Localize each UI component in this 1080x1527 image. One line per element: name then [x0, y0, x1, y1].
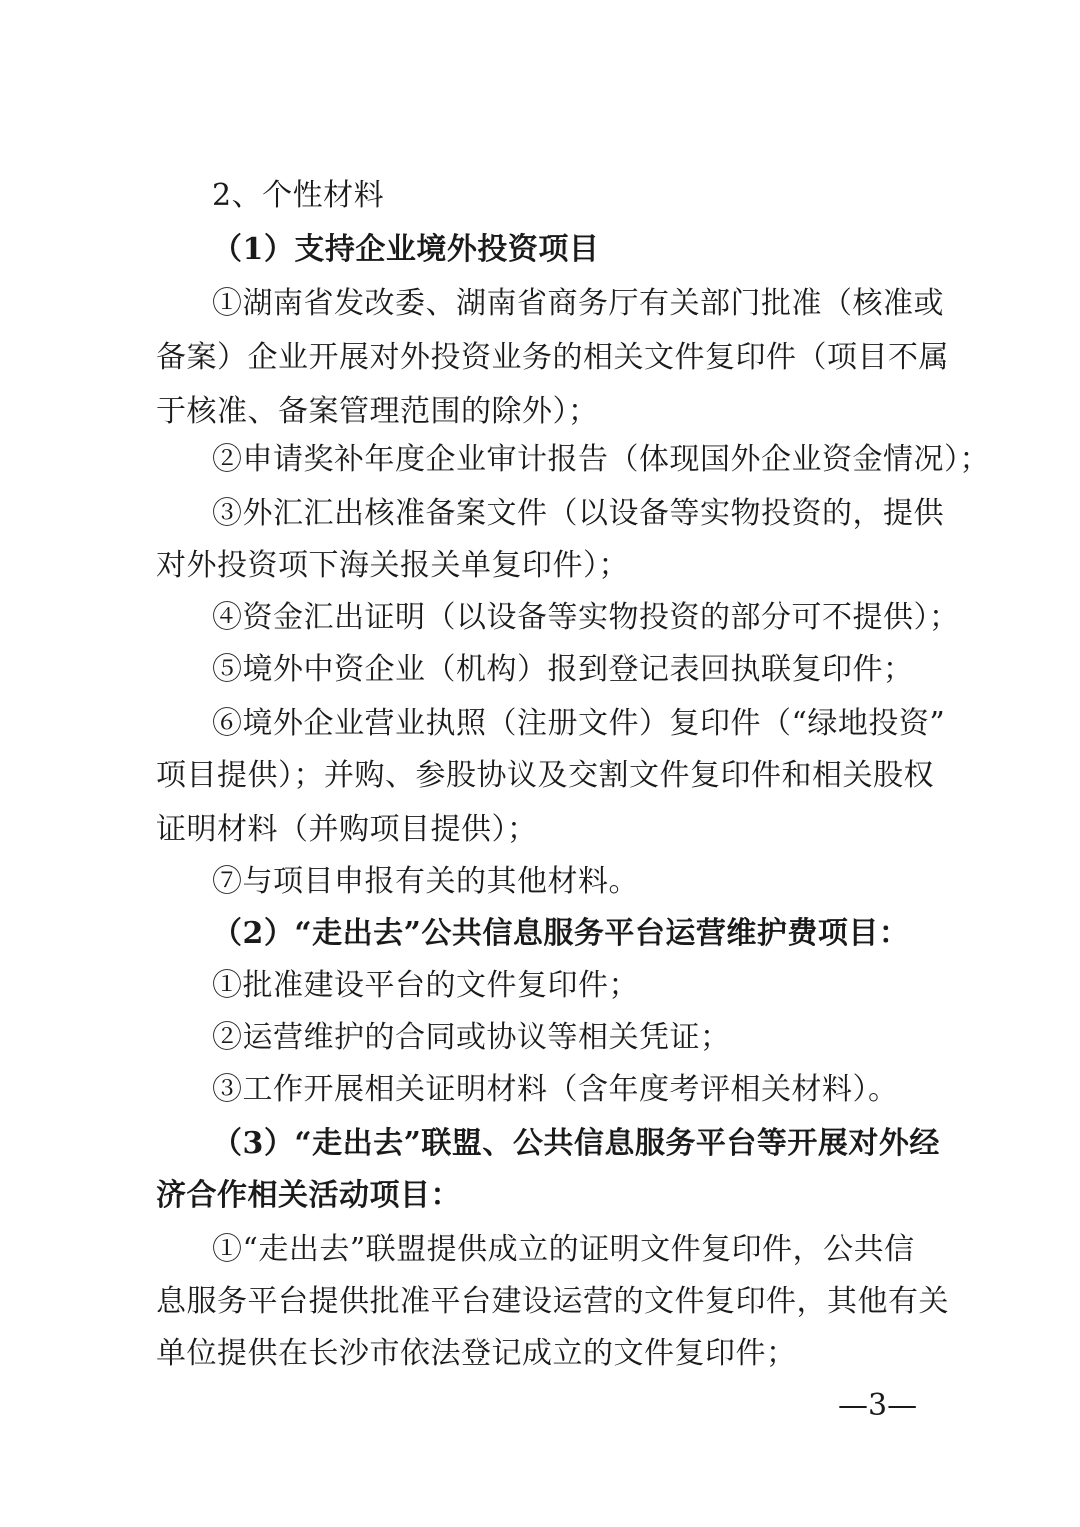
paragraph-line: ⑥境外企业营业执照（注册文件）复印件（“绿地投资”: [212, 706, 946, 741]
subsection-heading-2: （2）“走出去”公共信息服务平台运营维护费项目：: [212, 916, 910, 951]
paragraph-line: ③外汇汇出核准备案文件（以设备等实物投资的，提供: [212, 496, 944, 531]
section-heading: 2、个性材料: [212, 178, 385, 213]
paragraph-line: ①批准建设平台的文件复印件；: [212, 968, 639, 1003]
paragraph-line: ②申请奖补年度企业审计报告（体现国外企业资金情况）；: [212, 442, 990, 477]
paragraph-line: 证明材料（并购项目提供）；: [156, 812, 538, 847]
paragraph-line: ④资金汇出证明（以设备等实物投资的部分可不提供）；: [212, 600, 960, 635]
paragraph-line: 于核准、备案管理范围的除外）；: [156, 394, 599, 429]
paragraph-line: 单位提供在长沙市依法登记成立的文件复印件；: [156, 1336, 797, 1371]
paragraph-line: ①湖南省发改委、湖南省商务厅有关部门批准（核准或: [212, 286, 944, 321]
paragraph-line: 息服务平台提供批准平台建设运营的文件复印件，其他有关: [156, 1284, 949, 1319]
paragraph-line: 项目提供）；并购、参股协议及交割文件复印件和相关股权: [156, 758, 934, 793]
paragraph-line: ⑤境外中资企业（机构）报到登记表回执联复印件；: [212, 652, 914, 687]
paragraph-line: ②运营维护的合同或协议等相关凭证；: [212, 1020, 731, 1055]
paragraph-line: 对外投资项下海关报关单复印件）；: [156, 548, 629, 583]
subsection-heading-1: （1）支持企业境外投资项目: [212, 232, 600, 267]
subsection-heading-3-cont: 济合作相关活动项目：: [156, 1178, 461, 1213]
paragraph-line: ①“走出去”联盟提供成立的证明文件复印件，公共信: [212, 1232, 915, 1267]
subsection-heading-3: （3）“走出去”联盟、公共信息服务平台等开展对外经: [212, 1126, 940, 1161]
paragraph-line: 备案）企业开展对外投资业务的相关文件复印件（项目不属: [156, 340, 949, 375]
paragraph-line: ③工作开展相关证明材料（含年度考评相关材料）。: [212, 1072, 899, 1107]
paragraph-line: ⑦与项目申报有关的其他材料。: [212, 864, 639, 899]
page-number: —3—: [838, 1388, 918, 1423]
